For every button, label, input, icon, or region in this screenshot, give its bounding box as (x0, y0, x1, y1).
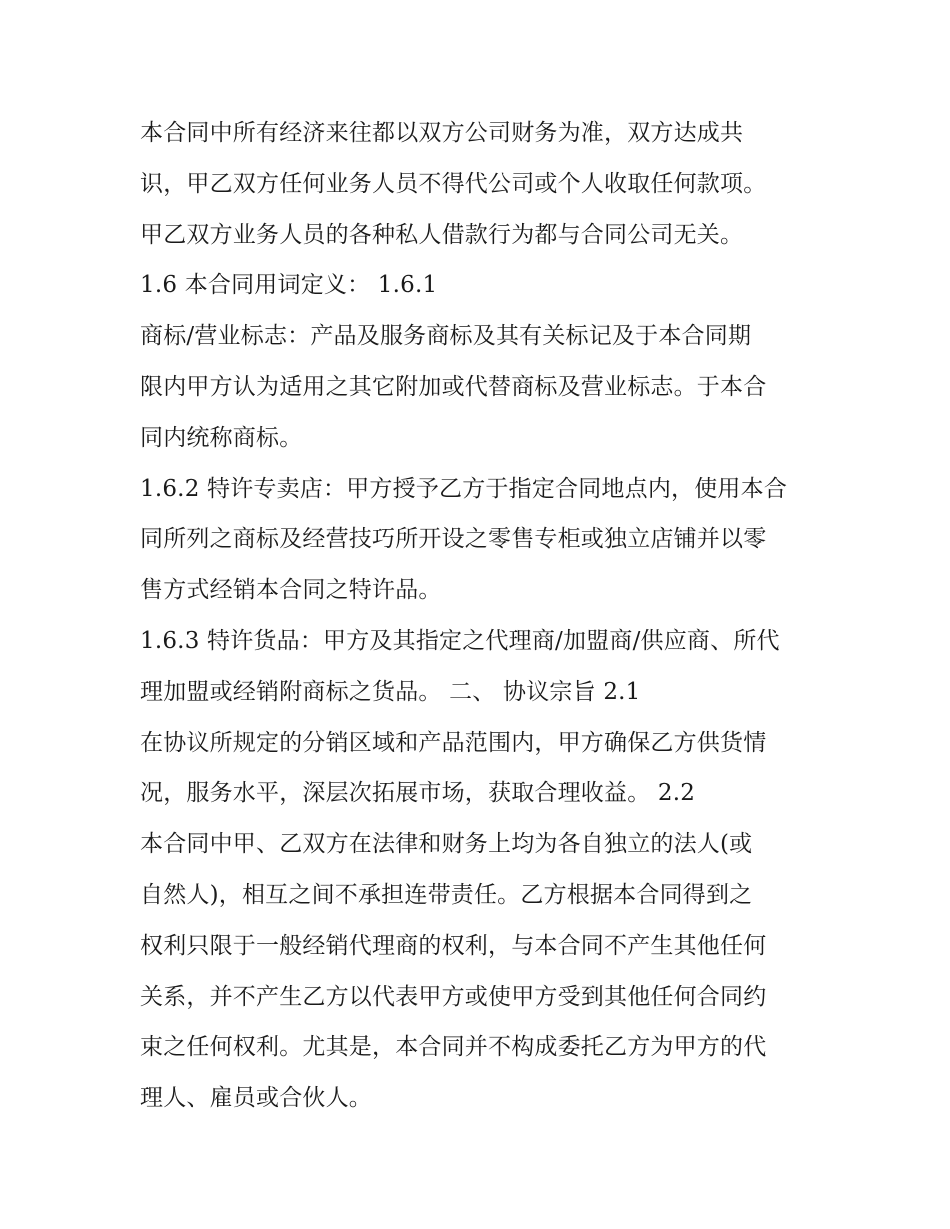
text-line: 1.6.2 特许专卖店：甲方授予乙方于指定合同地点内，使用本合 (140, 475, 788, 502)
text-line: 本合同中甲、乙双方在法律和财务上均为各自独立的法人(或 (140, 831, 753, 858)
text-line: 识，甲乙双方任何业务人员不得代公司或个人收取任何款项。 (140, 170, 767, 197)
text-line: 况，服务水平，深层次拓展市场，获取合理收益。 2.2 (140, 780, 696, 807)
text-line: 理人、雇员或合伙人。 (140, 1085, 372, 1112)
document-body (140, 108, 820, 1124)
text-line: 限内甲方认为适用之其它附加或代替商标及营业标志。于本合 (140, 373, 767, 400)
text-line: 同内统称商标。 (140, 424, 303, 451)
text-line: 甲乙双方业务人员的各种私人借款行为都与合同公司无关。 (140, 221, 744, 248)
text-line: 束之任何权利。尤其是，本合同并不构成委托乙方为甲方的代 (140, 1034, 767, 1061)
text-line: 在协议所规定的分销区域和产品范围内，甲方确保乙方供货情 (140, 729, 767, 756)
text-line: 理加盟或经销附商标之货品。 二、 协议宗旨 2.1 (140, 678, 641, 705)
text-line: 同所列之商标及经营技巧所开设之零售专柜或独立店铺并以零 (140, 526, 767, 553)
text-line: 售方式经销本合同之特许品。 (140, 577, 442, 604)
text-line: 自然人)，相互之间不承担连带责任。乙方根据本合同得到之 (140, 881, 753, 908)
text-line: 商标/营业标志：产品及服务商标及其有关标记及于本合同期 (140, 323, 752, 350)
text-line: 本合同中所有经济来往都以双方公司财务为准，双方达成共 (140, 120, 744, 146)
text-line: 关系，并不产生乙方以代表甲方或使甲方受到其他任何合同约 (140, 983, 767, 1010)
text-line: 权利只限于一般经销代理商的权利，与本合同不产生其他任何 (140, 932, 767, 959)
text-line: 1.6.3 特许货品：甲方及其指定之代理商/加盟商/供应商、所代 (140, 627, 780, 654)
text-line: 1.6 本合同用词定义： 1.6.1 (140, 272, 438, 299)
